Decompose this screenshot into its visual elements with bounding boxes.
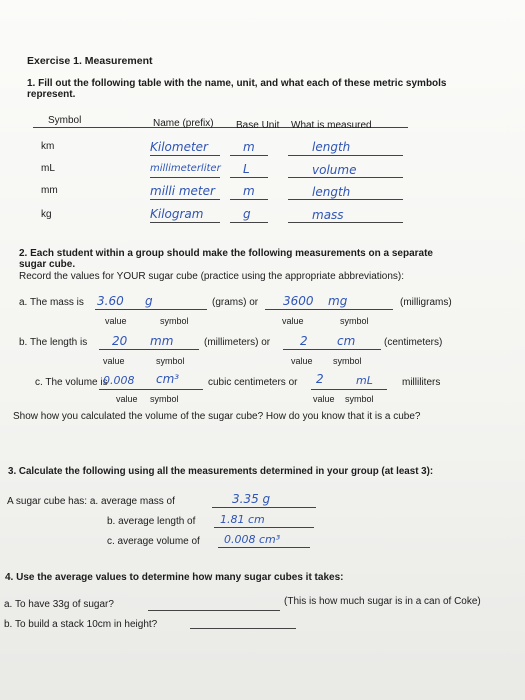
avg-length-value: 1.81 cm: [220, 513, 265, 526]
volume-value-2: 2: [316, 372, 324, 386]
volume-question: Show how you calculated the volume of the sugar cube? How do you know that it is a cube?: [13, 411, 421, 422]
row-kg-name-line: [150, 222, 220, 223]
volume-mid: cubic centimeters or: [208, 377, 298, 388]
length-value-2: 2: [300, 334, 308, 348]
row-kg-measured: mass: [312, 208, 344, 222]
row-ml-unit: L: [243, 162, 250, 176]
instruction-line-1: 1. Fill out the following table with the name, unit, and what each of these metric symbols: [27, 78, 447, 89]
mass-end: (milligrams): [400, 297, 452, 308]
row-km-measured: length: [312, 140, 351, 154]
mass-symbol: g: [145, 294, 153, 308]
row-kg-symbol: kg: [41, 209, 52, 220]
row-ml-name: millimeterliter: [150, 163, 221, 174]
row-mm-unit: m: [243, 184, 255, 198]
avg-mass-prefix: A sugar cube has: a. average mass of: [7, 496, 175, 507]
row-mm-name: milli meter: [150, 184, 215, 198]
mass-mid: (grams) or: [212, 297, 259, 308]
row-ml-name-line: [150, 177, 220, 178]
volume-symbol: cm³: [156, 372, 180, 386]
row-kg-measured-line: [288, 222, 403, 223]
length-mid: (millimeters) or: [204, 337, 271, 348]
mass-prefix: a. The mass is: [19, 297, 84, 308]
length-value: 20: [112, 334, 128, 348]
row-ml-measured-line: [288, 177, 403, 178]
row-mm-name-line: [150, 199, 220, 200]
row-km-name-line: [150, 155, 220, 156]
mass-symbol-label-2: symbol: [340, 316, 369, 326]
volume-value-label: value: [116, 394, 138, 404]
header-symbol: Symbol: [48, 115, 82, 126]
length-symbol-2: cm: [337, 334, 356, 348]
header-base-unit: Base Unit: [236, 120, 280, 131]
instruction-line-2: represent.: [27, 89, 76, 100]
volume-line-1: [99, 389, 203, 390]
avg-volume-line: [218, 547, 310, 548]
row-km-symbol: km: [41, 141, 55, 152]
length-end: (centimeters): [384, 337, 443, 348]
volume-symbol-label: symbol: [150, 394, 179, 404]
row-mm-symbol: mm: [41, 185, 58, 196]
mass-value-2: 3600: [283, 294, 314, 308]
length-symbol-label: symbol: [156, 356, 185, 366]
row-kg-name: Kilogram: [150, 207, 204, 221]
mass-line-2: [265, 309, 393, 310]
volume-line-2: [311, 389, 387, 390]
row-km-unit: m: [243, 140, 255, 154]
row-ml-symbol: mL: [41, 163, 55, 174]
ex4-title: 4. Use the average values to determine how many sugar cubes it takes:: [5, 572, 344, 583]
volume-prefix: c. The volume is: [35, 377, 108, 388]
volume-value: 0.008: [103, 374, 135, 387]
length-line-2: [283, 349, 381, 350]
length-value-label: value: [103, 356, 125, 366]
row-mm-measured: length: [312, 185, 351, 199]
row-km-measured-line: [288, 155, 403, 156]
volume-symbol-2: mL: [356, 374, 373, 387]
avg-volume-value: 0.008 cm³: [224, 533, 281, 546]
ex2-line-3: Record the values for YOUR sugar cube (practice using the appropriate abbreviations):: [19, 271, 405, 282]
row-kg-unit: g: [243, 207, 251, 221]
avg-volume-prefix: c. average volume of: [107, 536, 200, 547]
ex4-a: a. To have 33g of sugar?: [4, 599, 114, 610]
length-line-1: [99, 349, 199, 350]
row-mm-unit-line: [230, 199, 268, 200]
row-kg-unit-line: [230, 222, 268, 223]
ex4-b-line: [190, 628, 296, 629]
mass-value-label-2: value: [282, 316, 304, 326]
row-ml-unit-line: [230, 177, 268, 178]
volume-symbol-label-2: symbol: [345, 394, 374, 404]
exercise-title: Exercise 1. Measurement: [27, 55, 153, 67]
length-value-label-2: value: [291, 356, 313, 366]
ex4-a-note: (This is how much sugar is in a can of Coke): [284, 596, 481, 607]
length-symbol-label-2: symbol: [333, 356, 362, 366]
ex2-line-1: 2. Each student within a group should make the following measurements on a separate: [19, 248, 433, 259]
ex4-b: b. To build a stack 10cm in height?: [4, 619, 158, 630]
length-symbol: mm: [150, 334, 174, 348]
volume-end: milliliters: [402, 377, 441, 388]
row-km-unit-line: [230, 155, 268, 156]
row-km-name: Kilometer: [150, 140, 208, 154]
row-mm-measured-line: [288, 199, 403, 200]
header-name: Name (prefix): [153, 118, 214, 129]
mass-value-label: value: [105, 316, 127, 326]
avg-length-line: [214, 527, 314, 528]
ex4-a-line: [148, 610, 280, 611]
volume-value-label-2: value: [313, 394, 335, 404]
avg-mass-line: [212, 507, 316, 508]
avg-mass-value: 3.35 g: [232, 492, 271, 506]
avg-length-prefix: b. average length of: [107, 516, 196, 527]
length-prefix: b. The length is: [19, 337, 88, 348]
ex3-title: 3. Calculate the following using all the measurements determined in your group (at least 3):: [8, 466, 434, 477]
ex2-line-2: sugar cube.: [19, 259, 76, 270]
mass-value: 3.60: [97, 294, 124, 308]
mass-line-1: [95, 309, 207, 310]
header-measured: What is measured: [291, 120, 372, 131]
row-ml-measured: volume: [312, 163, 357, 177]
mass-symbol-2: mg: [328, 294, 348, 308]
mass-symbol-label: symbol: [160, 316, 189, 326]
